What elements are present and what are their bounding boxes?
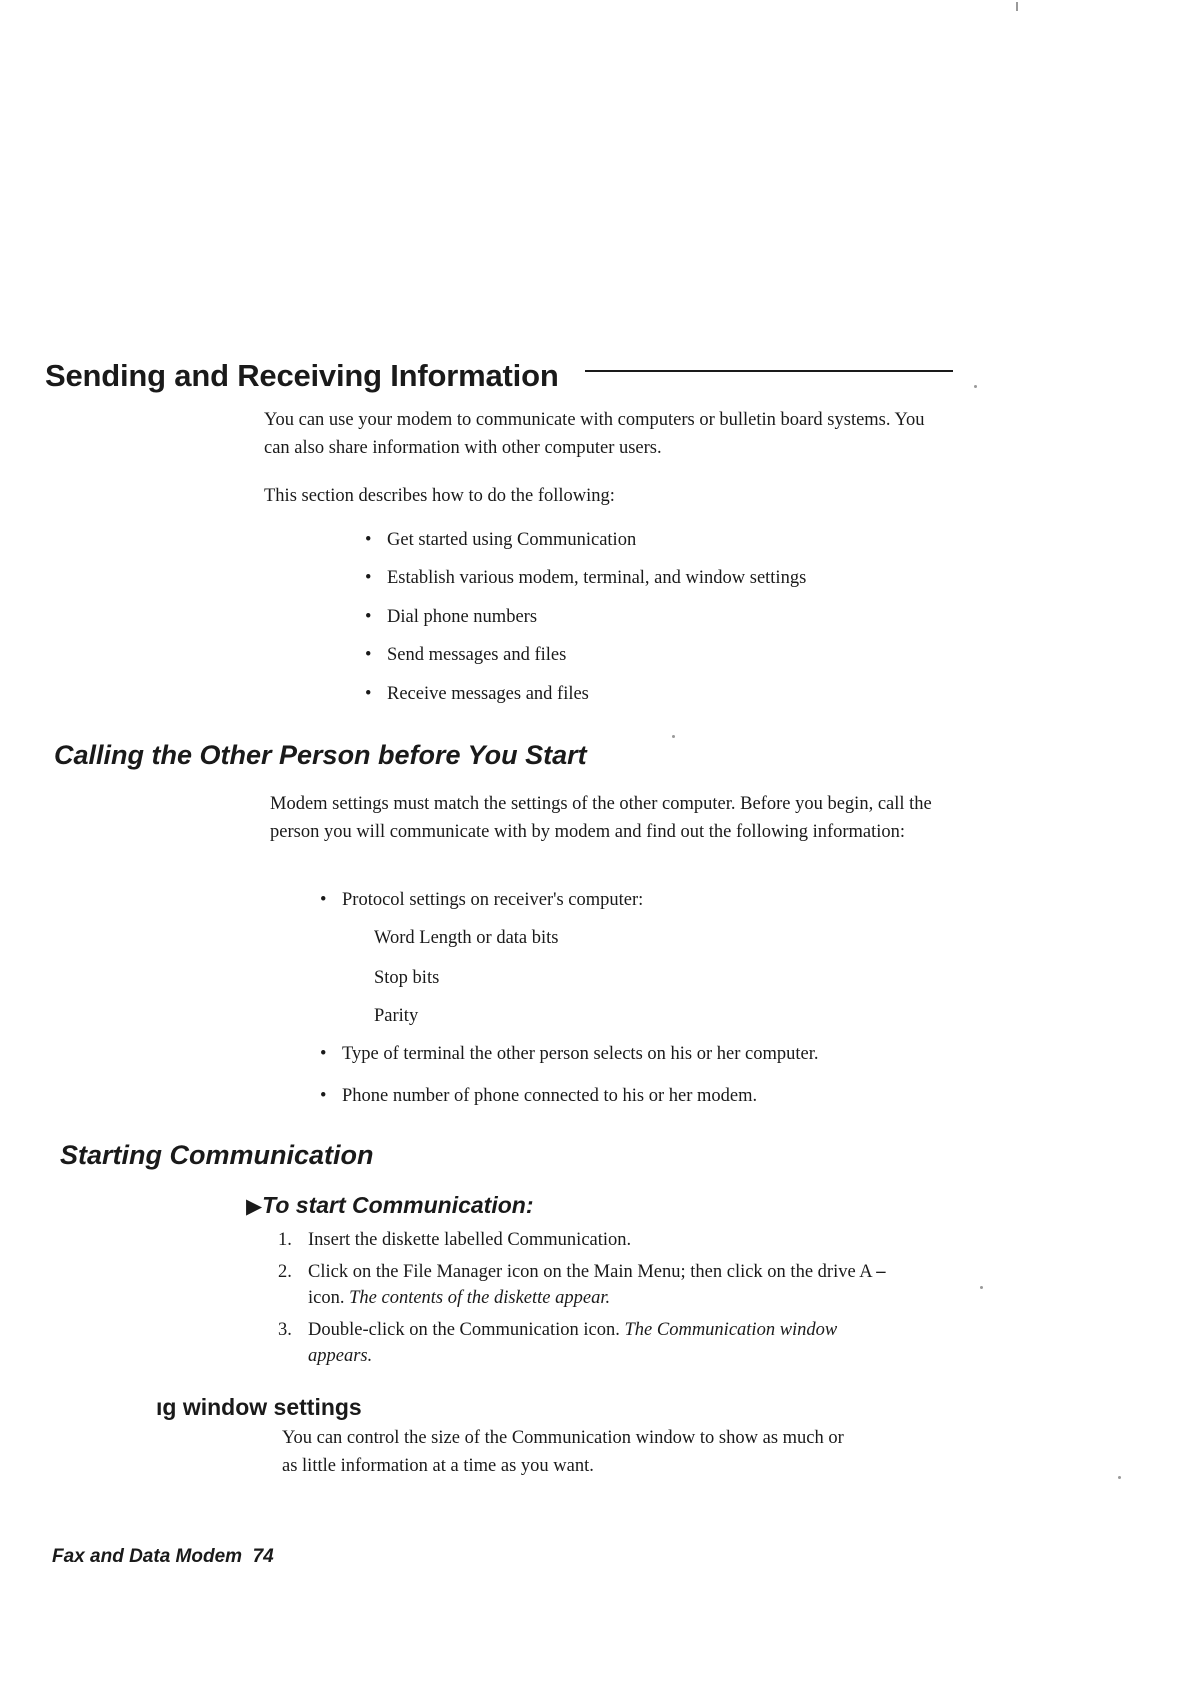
heading-rule bbox=[585, 370, 953, 372]
window-settings-line: You can control the size of the Communication window to show as much or bbox=[282, 1428, 844, 1448]
lead-text: This section describes how to do the following: bbox=[264, 486, 615, 506]
list-item: • Get started using Communication bbox=[365, 530, 637, 550]
scan-mark bbox=[672, 735, 675, 738]
list-item: • Phone number of phone connected to his or her modem. bbox=[320, 1086, 758, 1106]
arrow-right-icon: ▶ bbox=[246, 1195, 263, 1218]
protocol-item: Stop bits bbox=[374, 968, 440, 988]
step-item: 2. Click on the File Manager icon on the Main Menu; then click on the drive A – bbox=[278, 1262, 886, 1282]
scan-mark bbox=[980, 1286, 983, 1289]
starting-heading: Starting Communication bbox=[60, 1140, 374, 1170]
list-item: • Dial phone numbers bbox=[365, 607, 538, 627]
list-item: • Receive messages and files bbox=[365, 684, 589, 704]
list-item: • Protocol settings on receiver's computer: bbox=[320, 890, 644, 910]
protocol-item: Parity bbox=[374, 1006, 419, 1026]
protocol-item: Word Length or data bits bbox=[374, 928, 559, 948]
window-settings-heading: ıg window settings bbox=[156, 1394, 362, 1420]
section-title: Sending and Receiving Information bbox=[45, 358, 559, 393]
list-item: • Send messages and files bbox=[365, 645, 567, 665]
step-continuation: icon. The contents of the diskette appear. bbox=[308, 1288, 611, 1308]
step-item: 1. Insert the diskette labelled Communication. bbox=[278, 1230, 632, 1250]
list-item: • Type of terminal the other person selects on his or her computer. bbox=[320, 1044, 819, 1064]
page-footer: Fax and Data Modem 74 bbox=[52, 1546, 274, 1567]
calling-paragraph: Modem settings must match the settings of the other computer. Before you begin, call the person you will communicate with by modem and find out the following information: bbox=[270, 794, 932, 842]
calling-heading: Calling the Other Person before You Start bbox=[54, 740, 587, 770]
step-continuation: appears. bbox=[308, 1346, 373, 1366]
window-settings-line: as little information at a time as you want. bbox=[282, 1456, 594, 1476]
step-item: 3. Double-click on the Communication icon. The Communication window bbox=[278, 1320, 838, 1340]
procedure-title: ▶To start Communication: bbox=[246, 1192, 534, 1218]
list-item: • Establish various modem, terminal, and window settings bbox=[365, 568, 807, 588]
intro-paragraph: You can use your modem to communicate with computers or bulletin board systems. You can also share information with other computer users. bbox=[264, 410, 925, 458]
scan-mark bbox=[1118, 1476, 1121, 1479]
scan-mark bbox=[1016, 2, 1018, 11]
scan-mark bbox=[974, 385, 977, 388]
